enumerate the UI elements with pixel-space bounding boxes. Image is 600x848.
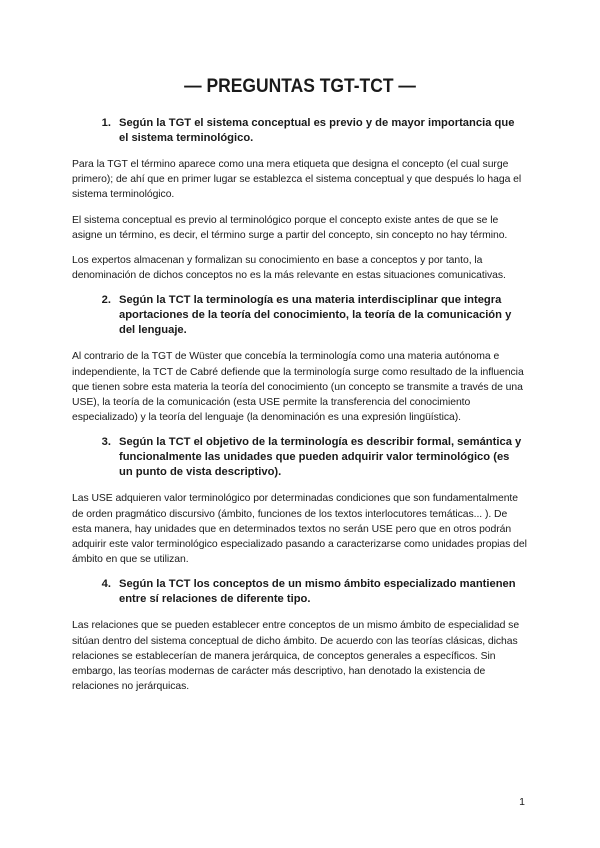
answer-paragraph: Las relaciones que se pueden establecer entre conceptos de un mismo ámbito de especialidad se sitúan dentro del sistema conceptual de dicho ámbito. De acuerdo con las teorías clásicas, dichas relaciones se establecerían de manera jerárquica, de conceptos generales a específicos. Sin embargo, las teorías modernas de carácter más descriptivo, han denotado la existencia de relaciones no jerárquicas. [72, 620, 520, 693]
question-number: 2. [101, 294, 111, 307]
section-4 [72, 577, 528, 694]
question-number: 3. [101, 436, 111, 449]
question-text: Según la TCT los conceptos de un mismo ámbito especializado mantienen entre sí relaciones de diferente tipo. [119, 578, 516, 606]
section-3 [72, 435, 528, 567]
page-number: 1 [519, 796, 525, 808]
answer-paragraph: Al contrario de la TGT de Wüster que concebía la terminología como una materia autónoma e independiente, la TCT de Cabré defiende que la terminología surge como resultado de la influencia que tienen sobre esta materia la teoría del conocimiento (un concepto se transmite a través de una USE), la teoría de la comunicación (esta USE permite la transferencia del conocimiento especializado) y la teoría del lenguaje (la denominación es una expresión lingüística). [72, 351, 524, 424]
question-text: Según la TCT el objetivo de la terminología es describir formal, semántica y funcionalmente las unidades que pueden adquirir valor terminológico (es un punto de vista descriptivo). [119, 436, 522, 479]
answer-paragraph: Los expertos almacenan y formalizan su conocimiento en base a conceptos y por tanto, la denominación de dichos conceptos no es la más relevante en estas situaciones comunicativas. [72, 255, 506, 282]
question-text: Según la TGT el sistema conceptual es previo y de mayor importancia que el sistema terminológico. [119, 117, 515, 144]
section-1 [72, 116, 528, 283]
question-heading [72, 577, 528, 607]
section-2 [72, 293, 528, 425]
question-text: Según la TCT la terminología es una materia interdisciplinar que integra aportaciones de la teoría del conocimiento, la teoría de la comunicación y del lenguaje. [119, 294, 512, 337]
question-heading [72, 435, 528, 480]
answer-paragraph: Las USE adquieren valor terminológico por determinadas condiciones que son fundamentalmente de orden pragmático discursivo (ámbito, funciones de los textos interlocutores temáticas... ). De esta manera, hay unidades que en determinados textos no serán USE pero que en otros podrán adquirir este valor terminológico especializado pasando a caracterizarse como unidades propias del ámbito en que se utilizan. [72, 493, 527, 566]
page-title: — PREGUNTAS TGT-TCT — [184, 76, 416, 97]
question-heading [72, 116, 528, 146]
answer-paragraph: El sistema conceptual es previo al terminológico porque el concepto existe antes de que se le asigne un término, es decir, el término surge a partir del concepto, sin concepto no hay término. [72, 214, 508, 241]
document-body [72, 116, 528, 704]
question-heading [72, 293, 528, 338]
answer-paragraph: Para la TGT el término aparece como una mera etiqueta que designa el concepto (el cual surge primero); de ahí que en primer lugar se establezca el sistema conceptual y que después lo haga el sistema terminológico. [72, 159, 522, 201]
question-number: 1. [101, 117, 111, 129]
question-number: 4. [101, 578, 111, 591]
